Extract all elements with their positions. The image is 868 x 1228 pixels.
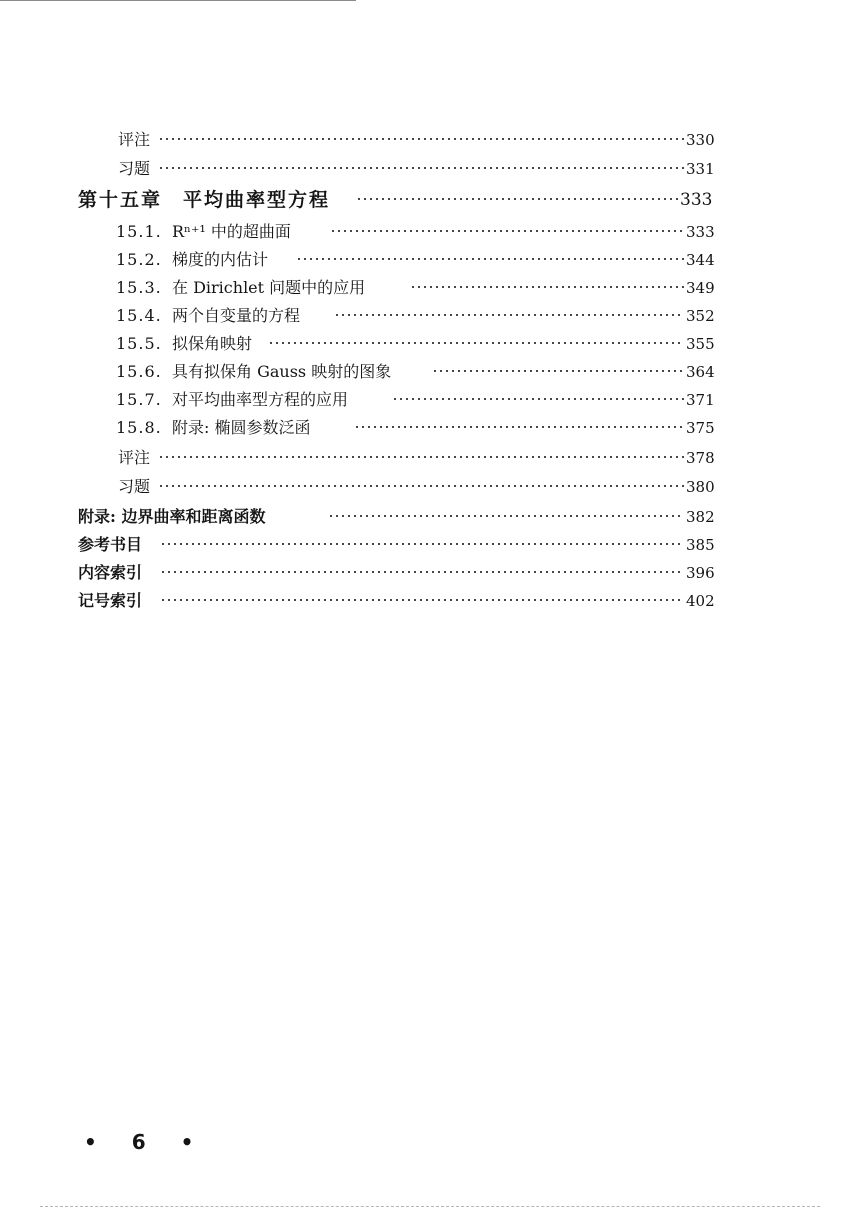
dot-leader <box>160 596 684 604</box>
entry-page: 378 <box>686 449 715 467</box>
section-number: 15.5. <box>116 334 162 353</box>
dot-leader <box>158 453 684 461</box>
entry-title: 在 Dirichlet 问题中的应用 <box>172 274 369 302</box>
dot-leader <box>354 423 684 431</box>
toc-entry-notes-15 <box>0 444 868 472</box>
entry-title: 附录: 边界曲率和距离函数 <box>78 503 269 531</box>
dot-leader <box>328 512 684 520</box>
bottom-rule <box>40 1206 820 1207</box>
entry-title: 习题 <box>118 473 154 501</box>
page-number-footer: • 6 • <box>84 1130 208 1154</box>
entry-title: 习题 <box>118 155 154 183</box>
entry-title: Rⁿ⁺¹ 中的超曲面 <box>172 218 295 246</box>
entry-page: 344 <box>686 251 715 269</box>
entry-page: 333 <box>680 190 713 210</box>
dot-leader <box>296 255 684 263</box>
dot-leader <box>158 135 684 143</box>
entry-page: 330 <box>686 131 715 149</box>
entry-page: 380 <box>686 478 715 496</box>
entry-title: 附录: 椭圆参数泛函 <box>172 414 314 442</box>
top-rule <box>0 0 356 1</box>
entry-page: 355 <box>686 335 715 353</box>
entry-page: 371 <box>686 391 715 409</box>
entry-title: 参考书目 <box>78 531 146 559</box>
toc-entry-15-6 <box>0 358 868 386</box>
dot-leader <box>268 339 684 347</box>
dot-leader <box>158 164 684 172</box>
section-number: 15.6. <box>116 362 162 381</box>
toc-entry-chapter-15 <box>0 186 868 214</box>
entry-page: 349 <box>686 279 715 297</box>
entry-title: 具有拟保角 Gauss 映射的图象 <box>172 358 395 386</box>
section-number: 15.3. <box>116 278 162 297</box>
section-number: 15.2. <box>116 250 162 269</box>
entry-page: 364 <box>686 363 715 381</box>
entry-page: 375 <box>686 419 715 437</box>
toc-entry-bibliography <box>0 531 868 559</box>
dot-leader <box>160 540 684 548</box>
entry-page: 396 <box>686 564 715 582</box>
dot-leader <box>330 227 684 235</box>
entry-page: 331 <box>686 160 715 178</box>
toc-entry-15-4 <box>0 302 868 330</box>
toc-entry-appendix <box>0 503 868 531</box>
chapter-title: 第十五章 平均曲率型方程 <box>78 186 334 214</box>
toc-entry-15-2 <box>0 246 868 274</box>
entry-title: 拟保角映射 <box>172 330 256 358</box>
entry-title: 梯度的内估计 <box>172 246 272 274</box>
toc-entry-notes-14 <box>0 126 868 154</box>
toc-entry-exercises-14 <box>0 155 868 183</box>
entry-page: 333 <box>686 223 715 241</box>
entry-title: 记号索引 <box>78 587 146 615</box>
toc-entry-15-5 <box>0 330 868 358</box>
entry-title: 评注 <box>118 444 154 472</box>
toc-entry-exercises-15 <box>0 473 868 501</box>
section-number: 15.4. <box>116 306 162 325</box>
entry-title: 评注 <box>118 126 154 154</box>
dot-leader <box>356 195 678 203</box>
toc-entry-15-7 <box>0 386 868 414</box>
toc-entry-15-8 <box>0 414 868 442</box>
toc-entry-notation-index <box>0 587 868 615</box>
entry-title: 两个自变量的方程 <box>172 302 304 330</box>
dot-leader <box>158 482 684 490</box>
section-number: 15.8. <box>116 418 162 437</box>
section-number: 15.7. <box>116 390 162 409</box>
dot-leader <box>432 367 684 375</box>
toc-entry-15-1 <box>0 218 868 246</box>
dot-leader <box>334 311 684 319</box>
entry-page: 382 <box>686 508 715 526</box>
toc-entry-15-3 <box>0 274 868 302</box>
section-number: 15.1. <box>116 222 162 241</box>
dot-leader <box>410 283 684 291</box>
entry-title: 对平均曲率型方程的应用 <box>172 386 352 414</box>
entry-page: 385 <box>686 536 715 554</box>
dot-leader <box>160 568 684 576</box>
dot-leader <box>392 395 684 403</box>
toc-entry-subject-index <box>0 559 868 587</box>
entry-page: 352 <box>686 307 715 325</box>
entry-title: 内容索引 <box>78 559 146 587</box>
entry-page: 402 <box>686 592 715 610</box>
